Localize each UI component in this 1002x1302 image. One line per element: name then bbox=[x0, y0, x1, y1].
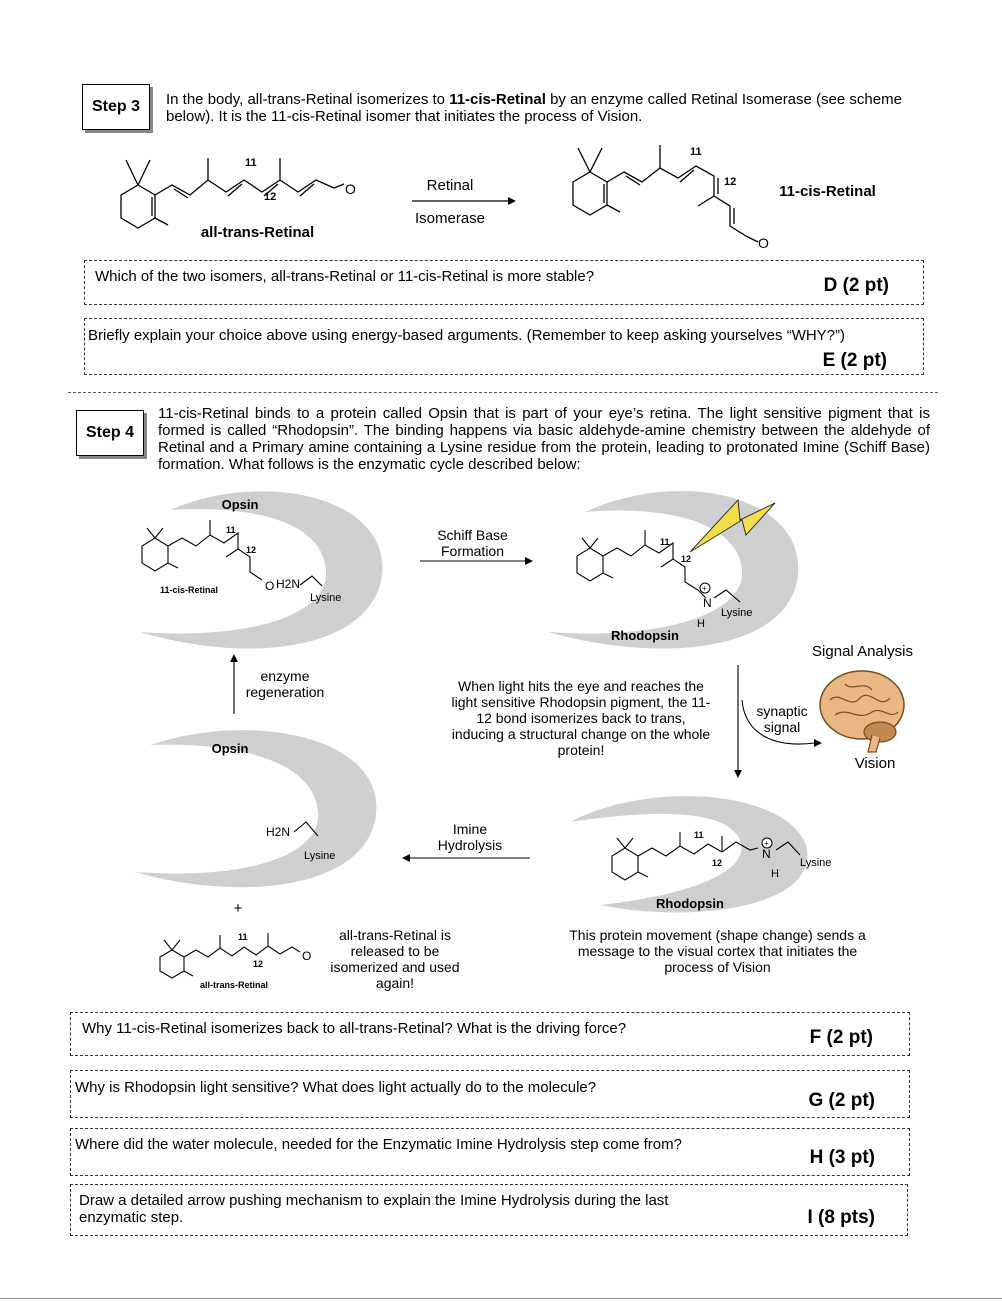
cycle-tl-oxygen: O bbox=[265, 579, 275, 593]
light-explanation: When light hits the eye and reaches the light sensitive Rhodopsin pigment, the 11-12 bond isomerizes back to trans, inducing a structural change on the whole protein! bbox=[451, 678, 711, 758]
section-divider bbox=[68, 392, 938, 393]
question-d-points: D (2 pt) bbox=[823, 275, 889, 296]
imine-hydrolysis-label: Imine Hydrolysis bbox=[437, 821, 503, 853]
question-e-box[interactable] bbox=[84, 318, 924, 375]
trans-ring bbox=[121, 185, 155, 228]
reactant-name: all-trans-Retinal bbox=[200, 224, 315, 241]
bottom-rule bbox=[0, 1298, 1002, 1299]
cis-ring bbox=[573, 172, 607, 215]
synaptic-label: synaptic signal bbox=[756, 703, 808, 735]
cycle-br-lysine: Lysine bbox=[800, 857, 832, 869]
cis-pos11: 11 bbox=[690, 146, 702, 158]
step4-paragraph: 11-cis-Retinal binds to a protein called Opsin that is part of your eye’s retina. The light sensitive pigment that is formed is called “Rhodopsin”. The binding happens via basic aldehyde-amine chemistry between the aldehyde of Retinal and a Primary amine containing a Lysine residue from the protein, leading to protonated Imine (Schiff Base) formation. What follows is the enzymatic cycle described below: bbox=[158, 405, 930, 473]
question-h-points: H (3 pt) bbox=[809, 1147, 875, 1168]
cycle-small-oxygen: O bbox=[302, 949, 312, 963]
opsin-shape-top bbox=[140, 491, 382, 648]
cycle-tl-lysine: Lysine bbox=[310, 592, 342, 604]
rhodopsin-label-top: Rhodopsin bbox=[611, 628, 679, 643]
question-e-points: E (2 pt) bbox=[822, 350, 887, 371]
step3-text-post: by an enzyme called Retinal Isomerase (see scheme below). It is the 11-cis-Retinal isomer that initiates the process of Vision. bbox=[166, 91, 902, 125]
cycle-tl-pos12: 12 bbox=[246, 545, 257, 555]
arrow-bottom-label: Isomerase bbox=[414, 210, 486, 227]
step3-label bbox=[82, 84, 150, 130]
cycle-tr-h: H bbox=[697, 618, 705, 630]
step4-label bbox=[76, 410, 144, 456]
question-d-box[interactable] bbox=[84, 260, 924, 305]
schiff-base-label: Schiff Base Formation bbox=[437, 527, 508, 559]
question-f-points: F (2 pt) bbox=[809, 1027, 873, 1048]
svg-text:+: + bbox=[764, 839, 769, 848]
question-f-box[interactable] bbox=[70, 1012, 910, 1056]
cycle-tl-retinal-name: 11-cis-Retinal bbox=[160, 585, 219, 595]
movement-text: This protein movement (shape change) sends a message to the visual cortex that initiates the process of Vision bbox=[569, 927, 866, 975]
question-i-text: Draw a detailed arrow pushing mechanism to explain the Imine Hydrolysis during the last enzymatic step. bbox=[79, 1192, 669, 1226]
step3-paragraph bbox=[166, 91, 936, 125]
plus-sign: + bbox=[233, 900, 243, 917]
vision-label: Vision bbox=[854, 755, 896, 772]
question-h-box[interactable] bbox=[70, 1128, 910, 1176]
cycle-bl-lysine: Lysine bbox=[304, 850, 336, 862]
opsin-label-top: Opsin bbox=[221, 497, 259, 512]
cis-oxygen: O bbox=[758, 235, 769, 251]
step3-text-bold: 11-cis-Retinal bbox=[449, 91, 546, 108]
cycle-br-h: H bbox=[771, 868, 779, 880]
question-h-text: Where did the water molecule, needed for the Enzymatic Imine Hydrolysis step come from? bbox=[75, 1136, 682, 1153]
trans-oxygen: O bbox=[345, 181, 356, 197]
question-e-text: Briefly explain your choice above using energy-based arguments. (Remember to keep asking yourselves “WHY?”) bbox=[88, 327, 846, 344]
cycle-small-pos12: 12 bbox=[253, 959, 264, 969]
cycle-small-retinal-name: all-trans-Retinal bbox=[200, 980, 269, 990]
cycle-tr-pos12: 12 bbox=[681, 554, 692, 564]
cycle-small-pos11: 11 bbox=[238, 932, 248, 942]
trans-chain bbox=[155, 180, 334, 195]
trans-pos11: 11 bbox=[245, 157, 257, 169]
opsin-label-bottom: Opsin bbox=[211, 741, 249, 756]
cycle-tr-lysine: Lysine bbox=[721, 607, 753, 619]
rhodopsin-label-bottom: Rhodopsin bbox=[656, 896, 724, 911]
question-g-points: G (2 pt) bbox=[808, 1090, 875, 1111]
cycle-tr-pos11: 11 bbox=[660, 537, 670, 547]
svg-text:+: + bbox=[702, 584, 707, 593]
product-name: 11-cis-Retinal bbox=[779, 183, 876, 200]
cycle-bl-h2n: H2N bbox=[266, 825, 291, 839]
cycle-tr-n: N bbox=[703, 596, 712, 610]
question-g-text: Why is Rhodopsin light sensitive? What does light actually do to the molecule? bbox=[75, 1079, 597, 1096]
cis-pos12: 12 bbox=[724, 176, 737, 188]
question-i-points: I (8 pts) bbox=[807, 1207, 875, 1228]
question-d-text: Which of the two isomers, all-trans-Retinal or 11-cis-Retinal is more stable? bbox=[95, 268, 595, 285]
question-f-text: Why 11-cis-Retinal isomerizes back to all-trans-Retinal? What is the driving force? bbox=[82, 1020, 627, 1037]
cycle-br-n: N bbox=[762, 847, 771, 861]
cycle-br-pos12: 12 bbox=[712, 858, 723, 868]
question-g-box[interactable] bbox=[70, 1070, 910, 1118]
step4-label-text: Step 4 bbox=[85, 424, 134, 441]
question-i-box[interactable] bbox=[70, 1184, 908, 1236]
enzyme-regen-label: enzyme regeneration bbox=[245, 668, 325, 700]
cycle-tl-h2n: H2N bbox=[276, 577, 301, 591]
brain-icon bbox=[820, 671, 904, 752]
cycle-br-pos11: 11 bbox=[694, 830, 704, 840]
trans-pos12: 12 bbox=[264, 191, 277, 203]
signal-analysis-label: Signal Analysis bbox=[812, 643, 913, 660]
arrow-top-label: Retinal bbox=[426, 177, 474, 194]
step3-text-pre: In the body, all-trans-Retinal isomerizes to bbox=[166, 91, 450, 108]
step3-label-text: Step 3 bbox=[91, 98, 140, 115]
released-text: all-trans-Retinal is released to be isomerized and used again! bbox=[330, 927, 460, 991]
cycle-tl-pos11: 11 bbox=[226, 525, 236, 535]
